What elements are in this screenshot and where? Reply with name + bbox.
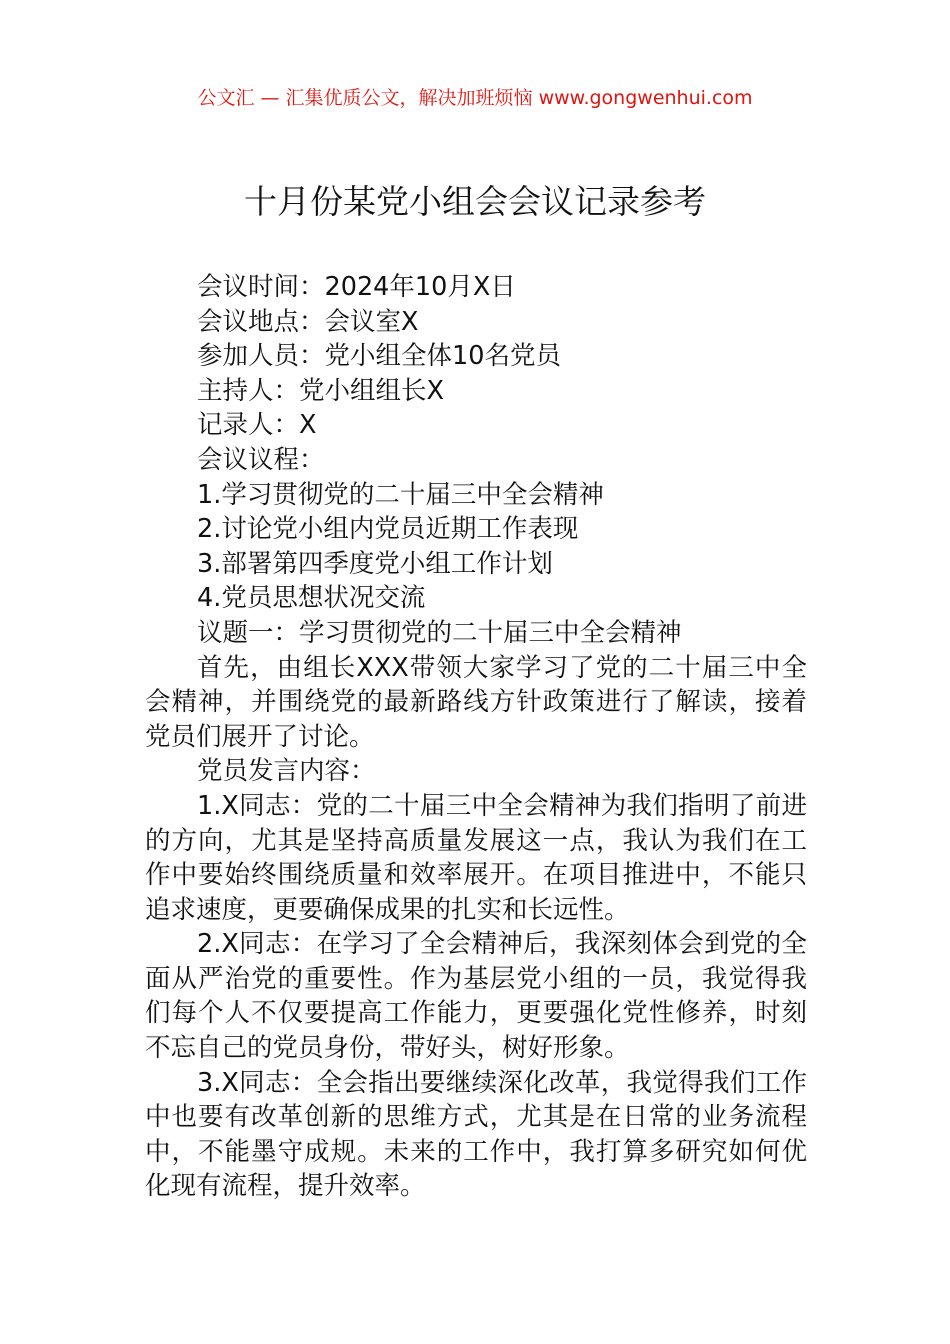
meeting-host: 主持人：党小组组长X [197,375,444,406]
topic-one-intro: 首先，由组长XXX带领大家学习了党的二十届三中全会精神，并围绕党的最新路线方针政策进行了解读，接着党员们展开了讨论。 [145,652,807,752]
meeting-location: 会议地点：会议室X [197,306,419,337]
meeting-recorder: 记录人：X [197,410,317,441]
agenda-item-3: 3.部署第四季度党小组工作计划 [197,548,553,579]
document-body [145,270,807,1204]
document-title: 十月份某党小组会会议记录参考 [244,182,706,221]
agenda-item-1: 1.学习贯彻党的二十届三中全会精神 [197,479,604,510]
agenda-heading: 会议议程： [197,444,325,475]
speech-1: 1.X同志：党的二十届三中全会精神为我们指明了前进的方向，尤其是坚持高质量发展这一点，我认为我们在工作中要始终围绕质量和效率展开。在项目推进中，不能只追求速度，更要确保成果的扎实和长远性。 [145,790,807,925]
meeting-time: 会议时间：2024年10月X日 [197,272,516,302]
topic-one-heading: 议题一：学习贯彻党的二十届三中全会精神 [197,617,682,648]
agenda-item-2: 2.讨论党小组内党员近期工作表现 [197,514,579,545]
agenda-item-4: 4.党员思想状况交流 [197,583,426,614]
speeches-heading: 党员发言内容： [197,756,376,787]
meeting-attendees: 参加人员：党小组全体10名党员 [197,341,561,372]
speech-3: 3.X同志：全会指出要继续深化改革，我觉得我们工作中也要有改革创新的思维方式，尤其是在日常的业务流程中，不能墨守成规。未来的工作中，我打算多研究如何优化现有流程，提升效率。 [145,1067,807,1202]
site-banner: 公文汇 — 汇集优质公文，解决加班烦恼 www.gongwenhui.com [197,87,753,109]
speech-2: 2.X同志：在学习了全会精神后，我深刻体会到党的全面从严治党的重要性。作为基层党小组的一员，我觉得我们每个人不仅要提高工作能力，更要强化党性修养，时刻不忘自己的党员身份，带好头，树好形象。 [145,929,807,1064]
